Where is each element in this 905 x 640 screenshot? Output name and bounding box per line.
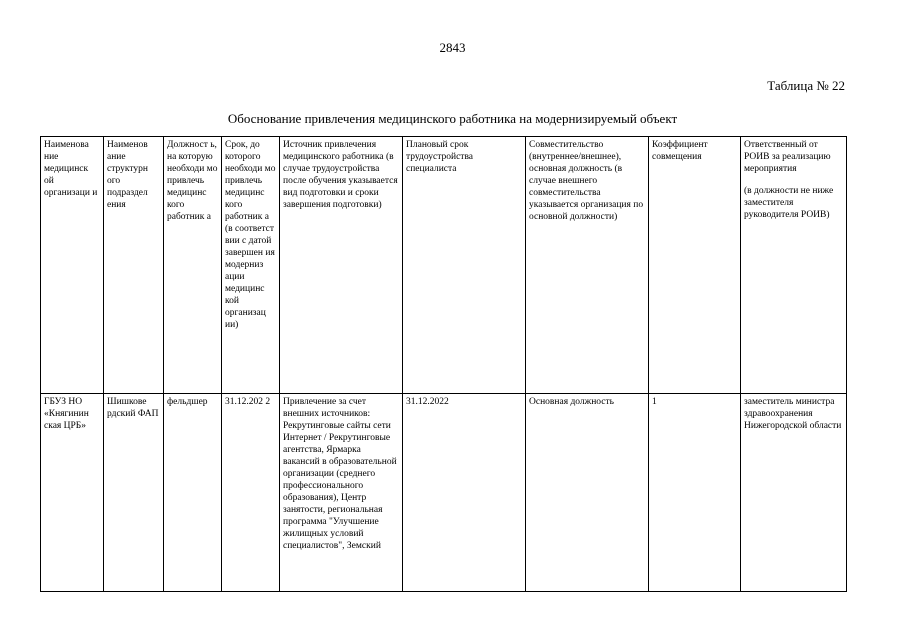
cell-source: Привлечение за счет внешних источников: Рекрутинговые сайты сети Интернет / Рекрутинговые агентства, Ярмарка вакансий в образовательной организации (среднего профессионального образования), Центр занятости, региональная программа "Улучшение жилищных условий специалистов", Земский bbox=[280, 394, 403, 592]
cell-responsible: заместитель министра здравоохранения Нижегородской области bbox=[741, 394, 847, 592]
cell-coefficient: 1 bbox=[649, 394, 741, 592]
table-row bbox=[41, 394, 847, 592]
cell-combination: Основная должность bbox=[526, 394, 649, 592]
header-coefficient: Коэффициент совмещения bbox=[649, 137, 741, 394]
cell-division-name: Шишкове рдский ФАП bbox=[104, 394, 164, 592]
table-number: Таблица № 22 bbox=[767, 78, 845, 93]
header-deadline: Срок, до которого необходи мо привлечь медицинс кого работник а (в соответст вии с датой завершен ия модерниз ации медицинс кой организац ии) bbox=[222, 137, 280, 394]
header-division-name: Наименов ание структурн ого подраздел ения bbox=[104, 137, 164, 394]
header-responsible bbox=[741, 137, 847, 394]
cell-org-name: ГБУЗ НО «Княгинин ская ЦРБ» bbox=[41, 394, 104, 592]
cell-position: фельдшер bbox=[164, 394, 222, 592]
header-combination: Совместительство (внутреннее/внешнее), основная должность (в случае внешнего совместительства указывается организация по основной должности) bbox=[526, 137, 649, 394]
header-position: Должност ь, на которую необходи мо привлечь медицинс кого работник а bbox=[164, 137, 222, 394]
justification-table bbox=[40, 136, 847, 592]
header-org-name: Наименова ние медицинск ой организаци и bbox=[41, 137, 104, 394]
cell-deadline: 31.12.202 2 bbox=[222, 394, 280, 592]
page-number: 2843 bbox=[439, 40, 466, 55]
document-title: Обоснование привлечения медицинского работника на модернизируемый объект bbox=[227, 111, 678, 126]
header-source: Источник привлечения медицинского работника (в случае трудоустройства после обучения указывается вид подготовки и сроки завершения подготовки) bbox=[280, 137, 403, 394]
header-planned-date: Плановый срок трудоустройства специалиста bbox=[403, 137, 526, 394]
cell-planned-date: 31.12.2022 bbox=[403, 394, 526, 592]
header-responsible-main: Ответственный от РОИВ за реализацию мероприятия bbox=[744, 140, 831, 174]
table-header-row bbox=[41, 137, 847, 394]
header-responsible-note: (в должности не ниже заместителя руководителя РОИВ) bbox=[744, 186, 834, 220]
